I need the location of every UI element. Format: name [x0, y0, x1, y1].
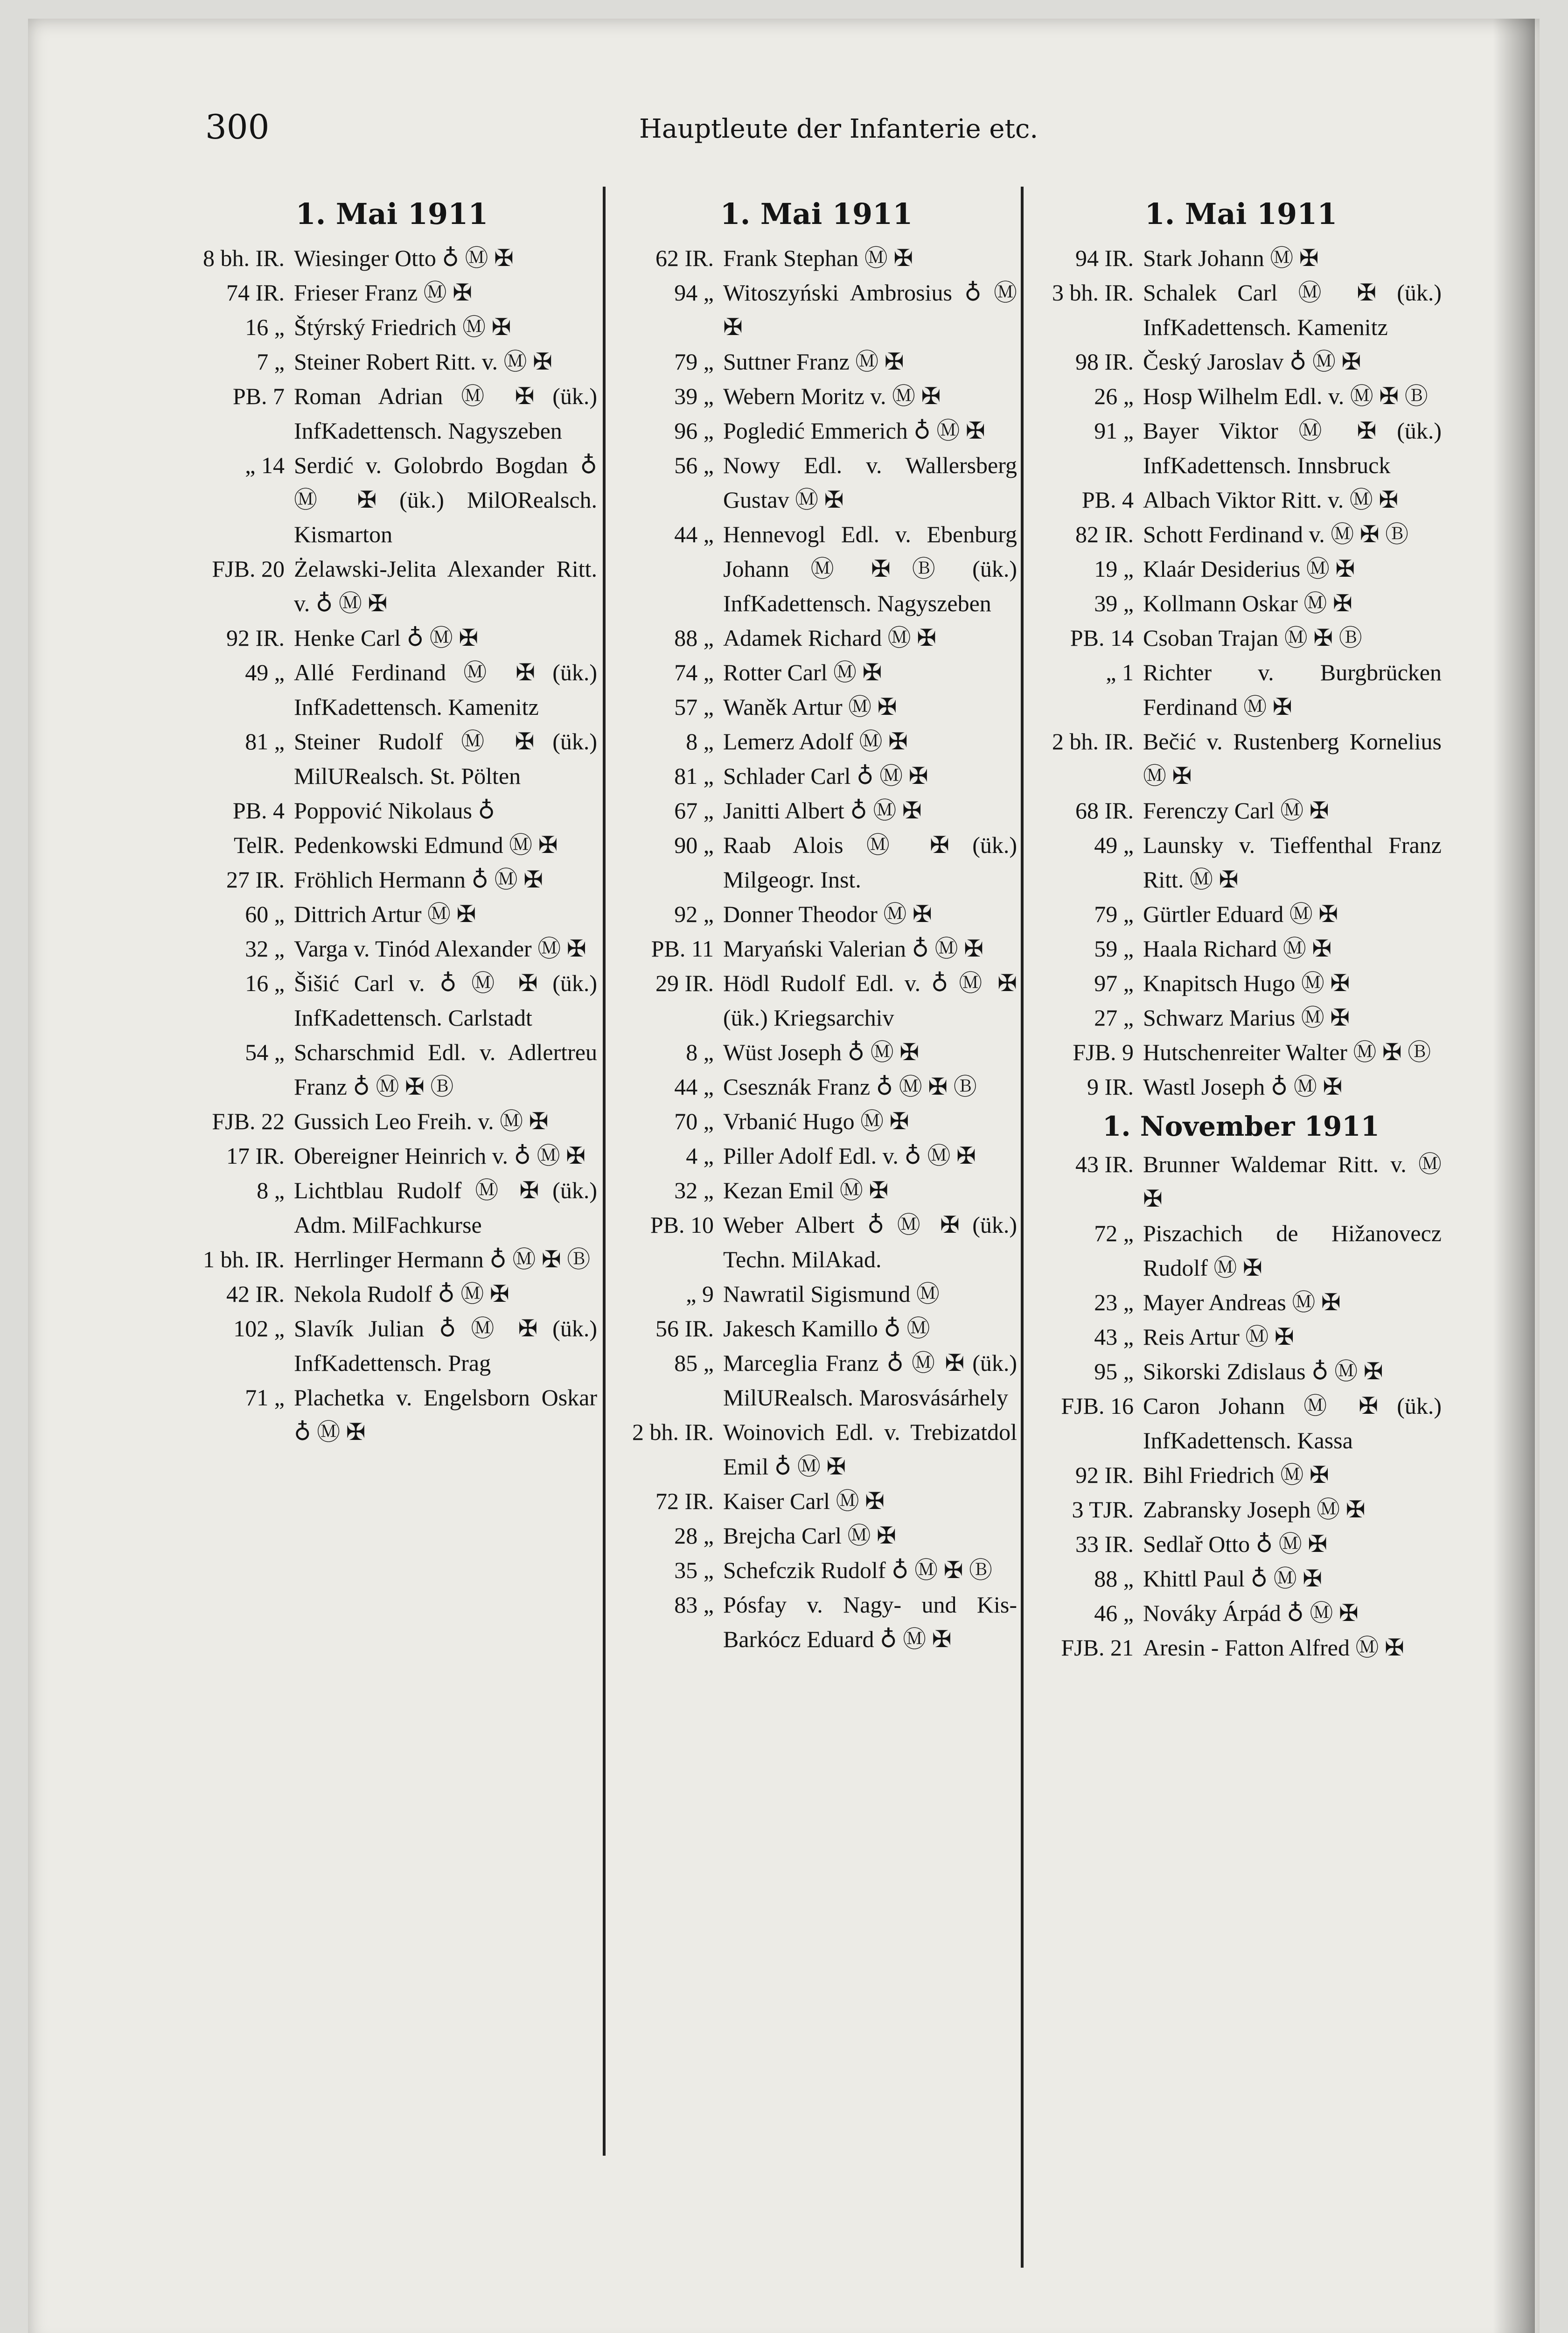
unit-designation: 8 bh. IR.	[203, 245, 285, 271]
officer-entry-text: Stark Johann Ⓜ ✠	[1143, 245, 1319, 271]
unit-designation: 79 „	[1094, 901, 1134, 927]
unit-designation: 72 IR.	[655, 1488, 714, 1514]
unit-designation: 92 IR.	[1075, 1462, 1134, 1488]
list-item	[187, 448, 597, 552]
officer-entry-text: Frank Stephan Ⓜ ✠	[723, 245, 913, 271]
list-item	[616, 1277, 1017, 1311]
entry-list	[1040, 1147, 1442, 1665]
column-3	[1040, 196, 1442, 1665]
officer-entry-text: Zabransky Joseph Ⓜ ✠	[1143, 1496, 1366, 1523]
list-item	[1040, 1630, 1442, 1665]
unit-designation: 3 bh. IR.	[1052, 279, 1134, 306]
unit-designation: 92 „	[674, 901, 714, 927]
list-item	[1040, 1492, 1442, 1527]
unit-designation: 95 „	[1094, 1358, 1134, 1384]
list-item	[1040, 1596, 1442, 1630]
unit-designation: FJB. 20	[212, 556, 285, 582]
entry-list	[187, 241, 597, 1449]
list-item	[1040, 1389, 1442, 1458]
officer-entry-text: Donner Theodor Ⓜ ✠	[723, 901, 932, 927]
unit-designation: PB. 4	[232, 797, 285, 824]
list-item	[1040, 1000, 1442, 1035]
list-item	[616, 379, 1017, 413]
list-item	[187, 241, 597, 275]
officer-entry-text: Albach Viktor Ritt. v. Ⓜ ✠	[1143, 487, 1399, 513]
unit-designation: 67 „	[674, 797, 714, 824]
list-item	[616, 793, 1017, 828]
officer-entry-text: Slavík Julian ♁ Ⓜ ✠ (ük.) InfKadettensch. Prag	[294, 1315, 597, 1376]
list-item	[187, 828, 597, 862]
officer-entry-text: Piszachich de Hižanovecz Rudolf Ⓜ ✠	[1143, 1220, 1442, 1281]
officer-entry-text: Hennevogl Edl. v. Ebenburg Johann Ⓜ ✠ Ⓑ (ük.) InfKadettensch. Nagyszeben	[723, 521, 1017, 616]
list-item	[1040, 1216, 1442, 1285]
unit-designation: 32 „	[674, 1177, 714, 1203]
unit-designation: 7 „	[257, 349, 285, 375]
list-item	[616, 828, 1017, 897]
officer-entry-text: Hutschenreiter Walter Ⓜ ✠ Ⓑ	[1143, 1039, 1431, 1065]
officer-entry-text: Vrbanić Hugo Ⓜ ✠	[723, 1108, 909, 1134]
section-subheading: 1. November 1911	[1102, 1111, 1380, 1142]
list-item	[616, 1415, 1017, 1484]
list-item	[1040, 966, 1442, 1000]
list-item	[187, 793, 597, 828]
list-item	[616, 1484, 1017, 1518]
officer-entry-text: Waněk Artur Ⓜ ✠	[723, 694, 897, 720]
list-item	[616, 690, 1017, 724]
unit-designation: 72 „	[1094, 1220, 1134, 1246]
unit-designation: 70 „	[674, 1108, 714, 1134]
officer-entry-text: Gussich Leo Freih. v. Ⓜ ✠	[294, 1108, 549, 1134]
unit-designation: 90 „	[674, 832, 714, 858]
list-item	[616, 275, 1017, 344]
list-item	[187, 1311, 597, 1380]
list-item	[187, 344, 597, 379]
officer-entry-text: Schlader Carl ♁ Ⓜ ✠	[723, 763, 928, 789]
list-item	[616, 1035, 1017, 1069]
unit-designation: 49 „	[245, 659, 285, 685]
unit-designation: 92 IR.	[226, 625, 285, 651]
list-item	[187, 1104, 597, 1139]
column-divider-1	[603, 187, 606, 2156]
officer-entry-text: Wastl Joseph ♁ Ⓜ ✠	[1143, 1074, 1343, 1100]
list-item	[187, 379, 597, 448]
list-item	[1040, 1458, 1442, 1492]
list-item	[187, 1173, 597, 1242]
unit-designation: 26 „	[1094, 383, 1134, 409]
unit-designation: 94 „	[674, 279, 714, 306]
officer-entry-text: Hödl Rudolf Edl. v. ♁ Ⓜ ✠ (ük.) Kriegsarchiv	[723, 970, 1017, 1031]
page-header	[205, 107, 1325, 145]
officer-entry-text: Knapitsch Hugo Ⓜ ✠	[1143, 970, 1350, 996]
unit-designation: 2 bh. IR.	[632, 1419, 714, 1445]
list-item	[1040, 379, 1442, 413]
officer-entry-text: Allé Ferdinand Ⓜ ✠ (ük.) InfKadettensch. Kamenitz	[294, 659, 597, 720]
column-heading: 1. Mai 1911	[295, 197, 488, 231]
list-item	[187, 1380, 597, 1449]
unit-designation: „ 9	[686, 1281, 714, 1307]
list-item	[616, 1069, 1017, 1104]
column-2	[616, 196, 1017, 1656]
list-item	[187, 310, 597, 344]
officer-entry-text: Štýrský Friedrich Ⓜ ✠	[294, 314, 511, 340]
officer-entry-text: Ferenczy Carl Ⓜ ✠	[1143, 797, 1329, 824]
officer-entry-text: Jakesch Kamillo ♁ Ⓜ	[723, 1315, 930, 1341]
unit-designation: 83 „	[674, 1592, 714, 1618]
officer-entry-text: Mayer Andreas Ⓜ ✠	[1143, 1289, 1341, 1315]
list-item	[187, 1035, 597, 1104]
officer-entry-text: Plachetka v. Engelsborn Oskar ♁ Ⓜ ✠	[294, 1384, 597, 1445]
officer-entry-text: Webern Moritz v. Ⓜ ✠	[723, 383, 941, 409]
list-item	[1040, 1035, 1442, 1069]
officer-entry-text: Obereigner Heinrich v. ♁ Ⓜ ✠	[294, 1143, 586, 1169]
list-item	[616, 1311, 1017, 1346]
officer-entry-text: Český Jaroslav ♁ Ⓜ ✠	[1143, 349, 1361, 375]
unit-designation: FJB. 21	[1061, 1634, 1134, 1661]
list-item	[616, 759, 1017, 793]
officer-entry-text: Steiner Robert Ritt. v. Ⓜ ✠	[294, 349, 552, 375]
list-item	[187, 966, 597, 1035]
page-number: 300	[205, 107, 270, 147]
officer-entry-text: Witoszyński Ambrosius ♁ Ⓜ ✠	[723, 279, 1017, 340]
unit-designation: 44 „	[674, 1074, 714, 1100]
unit-designation: 32 „	[245, 936, 285, 962]
officer-entry-text: Lemerz Adolf Ⓜ ✠	[723, 728, 908, 754]
column-divider-2	[1021, 187, 1024, 2268]
list-item	[187, 1242, 597, 1277]
unit-designation: 8 „	[257, 1177, 285, 1203]
list-item	[187, 862, 597, 897]
list-item	[1040, 897, 1442, 931]
officer-entry-text: Reis Artur Ⓜ ✠	[1143, 1324, 1294, 1350]
list-item	[187, 724, 597, 793]
officer-entry-text: Wiesinger Otto ♁ Ⓜ ✠	[294, 245, 514, 271]
officer-entry-text: Poppović Nikolaus ♁	[294, 797, 495, 824]
list-item	[187, 621, 597, 655]
unit-designation: 79 „	[674, 349, 714, 375]
unit-designation: 16 „	[245, 314, 285, 340]
unit-designation: 8 „	[686, 1039, 714, 1065]
officer-entry-text: Woinovich Edl. v. Trebizatdol Emil ♁ Ⓜ ✠	[723, 1419, 1017, 1480]
officer-entry-text: Aresin - Fatton Alfred Ⓜ ✠	[1143, 1634, 1404, 1661]
unit-designation: 27 IR.	[226, 866, 285, 893]
column-heading: 1. Mai 1911	[1144, 197, 1338, 231]
unit-designation: 81 „	[674, 763, 714, 789]
list-item	[616, 1587, 1017, 1656]
officer-entry-text: Wüst Joseph ♁ Ⓜ ✠	[723, 1039, 920, 1065]
list-item	[616, 724, 1017, 759]
unit-designation: 49 „	[1094, 832, 1134, 858]
unit-designation: 96 „	[674, 418, 714, 444]
unit-designation: 98 IR.	[1075, 349, 1134, 375]
unit-designation: 56 „	[674, 452, 714, 478]
unit-designation: 85 „	[674, 1350, 714, 1376]
unit-designation: 62 IR.	[655, 245, 714, 271]
column-heading: 1. Mai 1911	[720, 197, 913, 231]
list-item	[616, 1553, 1017, 1587]
officer-entry-text: Csoban Trajan Ⓜ ✠ Ⓑ	[1143, 625, 1362, 651]
list-item	[616, 241, 1017, 275]
unit-designation: 28 „	[674, 1523, 714, 1549]
unit-designation: 39 „	[674, 383, 714, 409]
officer-entry-text: Bihl Friedrich Ⓜ ✠	[1143, 1462, 1329, 1488]
list-item	[1040, 1147, 1442, 1216]
list-item	[1040, 517, 1442, 552]
unit-designation: 2 bh. IR.	[1052, 728, 1134, 754]
unit-designation: 16 „	[245, 970, 285, 996]
list-item	[1040, 241, 1442, 275]
unit-designation: PB. 7	[232, 383, 285, 409]
list-item	[1040, 828, 1442, 897]
officer-entry-text: Schott Ferdinand v. Ⓜ ✠ Ⓑ	[1143, 521, 1409, 547]
list-item	[616, 621, 1017, 655]
list-item	[616, 448, 1017, 517]
list-item	[1040, 344, 1442, 379]
officer-entry-text: Rotter Carl Ⓜ ✠	[723, 659, 882, 685]
entry-list	[616, 241, 1017, 1656]
page-shadow	[1493, 19, 1535, 2333]
officer-entry-text: Pedenkowski Edmund Ⓜ ✠	[294, 832, 558, 858]
officer-entry-text: Brunner Waldemar Ritt. v. Ⓜ ✠	[1143, 1151, 1442, 1212]
list-item	[1040, 1069, 1442, 1104]
list-item	[1040, 655, 1442, 724]
unit-designation: 88 „	[1094, 1565, 1134, 1592]
officer-entry-text: Richter v. Burgbrücken Ferdinand Ⓜ ✠	[1143, 659, 1442, 720]
unit-designation: 8 „	[686, 728, 714, 754]
unit-designation: TelR.	[234, 832, 285, 858]
officer-entry-text: Gürtler Eduard Ⓜ ✠	[1143, 901, 1338, 927]
list-item	[187, 1277, 597, 1311]
list-item	[1040, 724, 1442, 793]
list-item	[616, 1346, 1017, 1415]
list-item	[616, 655, 1017, 690]
unit-designation: 46 „	[1094, 1600, 1134, 1626]
unit-designation: 102 „	[233, 1315, 285, 1341]
officer-entry-text: Šišić Carl v. ♁ Ⓜ ✠ (ük.) InfKadettensch. Carlstadt	[294, 970, 597, 1031]
officer-entry-text: Varga v. Tinód Alexander Ⓜ ✠	[294, 936, 586, 962]
list-item	[616, 1518, 1017, 1553]
unit-designation: 74 „	[674, 659, 714, 685]
list-item	[616, 1173, 1017, 1208]
unit-designation: 74 IR.	[226, 279, 285, 306]
officer-entry-text: Maryański Valerian ♁ Ⓜ ✠	[723, 936, 984, 962]
officer-entry-text: Hosp Wilhelm Edl. v. Ⓜ ✠ Ⓑ	[1143, 383, 1428, 409]
officer-entry-text: Pogledić Emmerich ♁ Ⓜ ✠	[723, 418, 985, 444]
unit-designation: 97 „	[1094, 970, 1134, 996]
officer-entry-text: Frieser Franz Ⓜ ✠	[294, 279, 473, 306]
unit-designation: 81 „	[245, 728, 285, 754]
officer-entry-text: Brejcha Carl Ⓜ ✠	[723, 1523, 896, 1549]
list-item	[616, 344, 1017, 379]
list-item	[616, 966, 1017, 1035]
unit-designation: 54 „	[245, 1039, 285, 1065]
officer-entry-text: Schwarz Marius Ⓜ ✠	[1143, 1005, 1350, 1031]
list-item	[1040, 793, 1442, 828]
list-item	[1040, 1285, 1442, 1320]
officer-entry-text: Roman Adrian Ⓜ ✠ (ük.) InfKadettensch. Nagyszeben	[294, 383, 597, 444]
officer-entry-text: Nekola Rudolf ♁ Ⓜ ✠	[294, 1281, 509, 1307]
unit-designation: 3 TJR.	[1072, 1496, 1134, 1523]
officer-entry-text: Kezan Emil Ⓜ ✠	[723, 1177, 889, 1203]
unit-designation: PB. 11	[651, 936, 714, 962]
column-1	[187, 196, 597, 1449]
officer-entry-text: Kollmann Oskar Ⓜ ✠	[1143, 590, 1352, 616]
list-item	[1040, 1527, 1442, 1561]
list-item	[616, 897, 1017, 931]
unit-designation: 43 „	[1094, 1324, 1134, 1350]
unit-designation: 42 IR.	[226, 1281, 285, 1307]
unit-designation: FJB. 9	[1073, 1039, 1134, 1065]
list-item	[616, 517, 1017, 621]
list-item	[1040, 1354, 1442, 1389]
unit-designation: 39 „	[1094, 590, 1134, 616]
officer-entry-text: Bečić v. Rustenberg Kornelius Ⓜ ✠	[1143, 728, 1442, 789]
officer-entry-text: Nawratil Sigismund Ⓜ	[723, 1281, 940, 1307]
unit-designation: „ 1	[1106, 659, 1134, 685]
list-item	[1040, 413, 1442, 482]
unit-designation: 91 „	[1094, 418, 1134, 444]
unit-designation: FJB. 22	[212, 1108, 285, 1134]
officer-entry-text: Sedlař Otto ♁ Ⓜ ✠	[1143, 1531, 1328, 1557]
entry-list	[1040, 241, 1442, 1104]
list-item	[616, 1208, 1017, 1277]
list-item	[616, 413, 1017, 448]
officer-entry-text: Fröhlich Hermann ♁ Ⓜ ✠	[294, 866, 543, 893]
unit-designation: 82 IR.	[1075, 521, 1134, 547]
officer-entry-text: Nováky Árpád ♁ Ⓜ ✠	[1143, 1600, 1359, 1626]
list-item	[1040, 552, 1442, 586]
officer-entry-text: Scharschmid Edl. v. Adlertreu Franz ♁ Ⓜ ✠ Ⓑ	[294, 1039, 597, 1100]
unit-designation: 19 „	[1094, 556, 1134, 582]
officer-entry-text: Raab Alois Ⓜ ✠ (ük.) Milgeogr. Inst.	[723, 832, 1017, 893]
list-item	[1040, 621, 1442, 655]
officer-entry-text: Caron Johann Ⓜ ✠ (ük.) InfKadettensch. Kassa	[1143, 1393, 1442, 1453]
officer-entry-text: Adamek Richard Ⓜ ✠	[723, 625, 937, 651]
officer-entry-text: Suttner Franz Ⓜ ✠	[723, 349, 904, 375]
list-item	[1040, 931, 1442, 966]
officer-entry-text: Sikorski Zdislaus ♁ Ⓜ ✠	[1143, 1358, 1383, 1384]
list-item	[187, 275, 597, 310]
officer-entry-text: Klaár Desiderius Ⓜ ✠	[1143, 556, 1355, 582]
officer-entry-text: Dittrich Artur Ⓜ ✠	[294, 901, 476, 927]
unit-designation: 71 „	[245, 1384, 285, 1411]
unit-designation: 1 bh. IR.	[203, 1246, 285, 1272]
officer-entry-text: Serdić v. Golobrdo Bogdan ♁ Ⓜ ✠ (ük.) MilORealsch. Kismarton	[294, 452, 597, 547]
officer-entry-text: Schalek Carl Ⓜ ✠ (ük.) InfKadettensch. Kamenitz	[1143, 279, 1442, 340]
list-item	[187, 931, 597, 966]
officer-entry-text: Nowy Edl. v. Wallersberg Gustav Ⓜ ✠	[723, 452, 1017, 513]
list-item	[187, 655, 597, 724]
list-item	[1040, 586, 1442, 621]
officer-entry-text: Kaiser Carl Ⓜ ✠	[723, 1488, 885, 1514]
officer-entry-text: Weber Albert ♁ Ⓜ ✠ (ük.) Techn. MilAkad.	[723, 1212, 1017, 1272]
unit-designation: 57 „	[674, 694, 714, 720]
list-item	[1040, 1320, 1442, 1354]
unit-designation: 56 IR.	[655, 1315, 714, 1341]
list-item	[187, 552, 597, 621]
unit-designation: 60 „	[245, 901, 285, 927]
officer-entry-text: Żelawski-Jelita Alexander Ritt. v. ♁ Ⓜ ✠	[294, 556, 597, 616]
officer-entry-text: Piller Adolf Edl. v. ♁ Ⓜ ✠	[723, 1143, 976, 1169]
list-item	[616, 931, 1017, 966]
list-item	[616, 1139, 1017, 1173]
unit-designation: 9 IR.	[1087, 1074, 1134, 1100]
unit-designation: 33 IR.	[1075, 1531, 1134, 1557]
list-item	[616, 1104, 1017, 1139]
unit-designation: 17 IR.	[226, 1143, 285, 1169]
officer-entry-text: Khittl Paul ♁ Ⓜ ✠	[1143, 1565, 1323, 1592]
officer-entry-text: Schefczik Rudolf ♁ Ⓜ ✠ Ⓑ	[723, 1557, 993, 1583]
officer-entry-text: Henke Carl ♁ Ⓜ ✠	[294, 625, 479, 651]
officer-entry-text: Marceglia Franz ♁ Ⓜ ✠ (ük.) MilURealsch. Marosvásárhely	[723, 1350, 1017, 1411]
list-item	[187, 1139, 597, 1173]
officer-entry-text: Bayer Viktor Ⓜ ✠ (ük.) InfKadettensch. Innsbruck	[1143, 418, 1442, 478]
unit-designation: 43 IR.	[1075, 1151, 1134, 1177]
list-item	[1040, 482, 1442, 517]
unit-designation: PB. 10	[650, 1212, 714, 1238]
unit-designation: 94 IR.	[1075, 245, 1134, 271]
officer-entry-text: Janitti Albert ♁ Ⓜ ✠	[723, 797, 922, 824]
officer-entry-text: Pósfay v. Nagy- und Kis-Barkócz Eduard ♁ Ⓜ ✠	[723, 1592, 1017, 1652]
list-item	[1040, 275, 1442, 344]
officer-entry-text: Launsky v. Tieffenthal Franz Ritt. Ⓜ ✠	[1143, 832, 1442, 893]
list-item	[187, 897, 597, 931]
unit-designation: 88 „	[674, 625, 714, 651]
officer-entry-text: Csesznák Franz ♁ Ⓜ ✠ Ⓑ	[723, 1074, 977, 1100]
unit-designation: 23 „	[1094, 1289, 1134, 1315]
unit-designation: 35 „	[674, 1557, 714, 1583]
unit-designation: „ 14	[245, 452, 285, 478]
officer-entry-text: Haala Richard Ⓜ ✠	[1143, 936, 1332, 962]
unit-designation: 4 „	[686, 1143, 714, 1169]
officer-entry-text: Herrlinger Hermann ♁ Ⓜ ✠ Ⓑ	[294, 1246, 591, 1272]
unit-designation: 27 „	[1094, 1005, 1134, 1031]
list-item	[1040, 1561, 1442, 1596]
unit-designation: 44 „	[674, 521, 714, 547]
officer-entry-text: Lichtblau Rudolf Ⓜ ✠ (ük.) Adm. MilFachkurse	[294, 1177, 597, 1238]
unit-designation: PB. 14	[1070, 625, 1134, 651]
running-head: Hauptleute der Infanterie etc.	[639, 114, 1038, 144]
unit-designation: 68 IR.	[1075, 797, 1134, 824]
unit-designation: PB. 4	[1081, 487, 1134, 513]
unit-designation: 59 „	[1094, 936, 1134, 962]
unit-designation: 29 IR.	[655, 970, 714, 996]
unit-designation: FJB. 16	[1061, 1393, 1134, 1419]
officer-entry-text: Steiner Rudolf Ⓜ ✠ (ük.) MilURealsch. St. Pölten	[294, 728, 597, 789]
